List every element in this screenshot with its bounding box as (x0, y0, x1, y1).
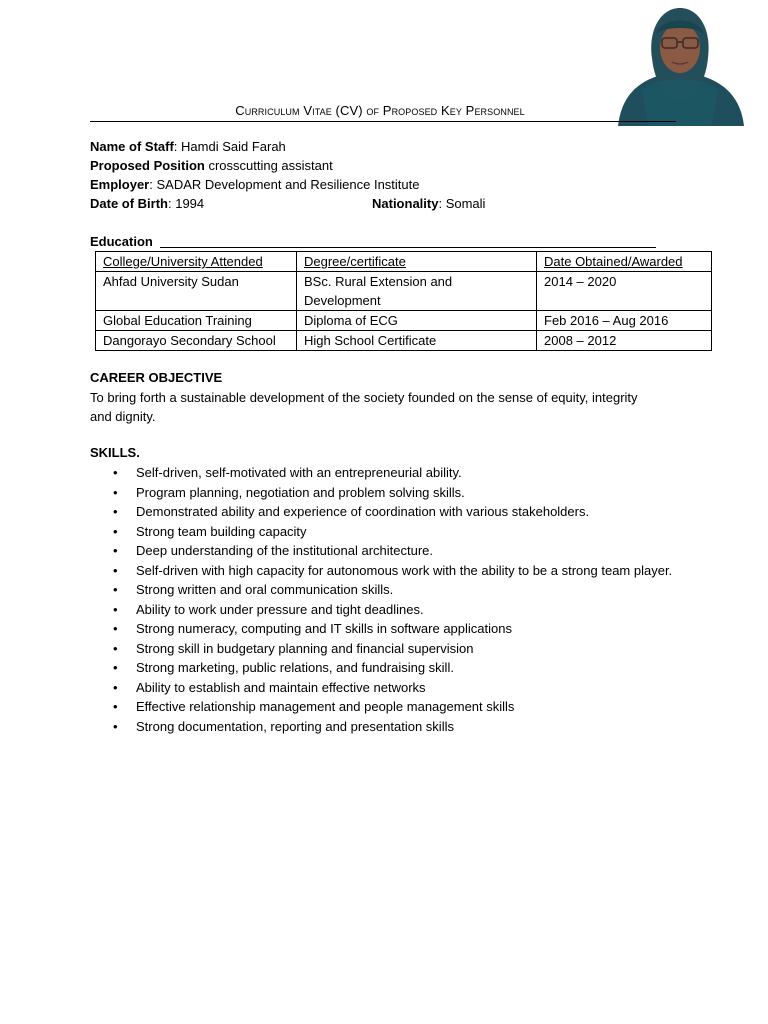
career-objective-text: To bring forth a sustainable development of the society founded on the sense of equity, integrity and dignity. (90, 390, 638, 424)
employer-line (90, 176, 420, 194)
education-heading: Education (90, 234, 153, 249)
bullet: • (113, 621, 118, 636)
education-table-header (96, 252, 712, 272)
bullet: • (113, 660, 118, 675)
list-item (90, 522, 680, 542)
career-objective-heading: CAREER OBJECTIVE (90, 370, 223, 385)
bullet: • (113, 718, 118, 734)
nationality-line (372, 195, 485, 213)
table-cell-degree: BSc. Rural Extension and Development (297, 272, 537, 311)
education-table (95, 251, 712, 351)
skills-heading: SKILLS. (90, 445, 140, 460)
bullet: • (113, 582, 118, 597)
skill-text: Effective relationship management and people management skills (136, 699, 515, 714)
education-underline (160, 247, 656, 248)
table-cell-date: 2008 – 2012 (537, 331, 712, 351)
table-row (96, 331, 712, 351)
skill-text: Ability to establish and maintain effective networks (136, 679, 426, 695)
skill-text: Strong marketing, public relations, and fundraising skill. (136, 660, 454, 675)
table-cell-college: Ahfad University Sudan (96, 272, 297, 311)
nationality-value: : Somali (438, 196, 486, 211)
list-item (90, 717, 680, 737)
list-item (90, 463, 680, 483)
list-item (90, 502, 680, 522)
list-item (90, 600, 680, 620)
bullet: • (113, 465, 118, 480)
list-item (90, 541, 680, 561)
employer-value: : SADAR Development and Resilience Institute (149, 177, 420, 192)
column-header-college: College/University Attended (96, 252, 297, 272)
skills-list (90, 463, 680, 736)
table-cell-college: Global Education Training (96, 311, 297, 331)
skill-text: Strong written and oral communication skills. (136, 582, 394, 597)
table-row (96, 311, 712, 331)
skill-text: Deep understanding of the institutional architecture. (136, 543, 434, 558)
bullet: • (113, 699, 118, 714)
bullet: • (113, 562, 118, 578)
list-item (90, 639, 680, 659)
bullet: • (113, 484, 118, 500)
page-title: Curriculum Vitae (CV) of Proposed Key Personnel (235, 103, 525, 118)
table-cell-date: Feb 2016 – Aug 2016 (537, 311, 712, 331)
list-item (90, 658, 680, 678)
date-of-birth-value: : 1994 (168, 196, 205, 211)
table-row (96, 272, 712, 311)
column-header-degree: Degree/certificate (297, 252, 537, 272)
skill-text: Strong documentation, reporting and presentation skills (136, 718, 454, 734)
bullet: • (113, 504, 118, 519)
proposed-position-value: crosscutting assistant (204, 158, 333, 173)
list-item (90, 678, 680, 698)
title-divider (90, 121, 676, 122)
proposed-position-label: Proposed Position (90, 158, 205, 173)
skill-text: Ability to work under pressure and tight deadlines. (136, 601, 424, 617)
date-of-birth-label: Date of Birth (90, 196, 168, 211)
skill-text: Strong skill in budgetary planning and financial supervision (136, 640, 474, 656)
staff-name-value: : Hamdi Said Farah (173, 139, 286, 154)
table-cell-college: Dangorayo Secondary School (96, 331, 297, 351)
bullet: • (113, 679, 118, 695)
table-cell-date: 2014 – 2020 (537, 272, 712, 311)
list-item (90, 619, 680, 639)
nationality-label: Nationality (372, 196, 439, 211)
table-cell-degree: Diploma of ECG (297, 311, 537, 331)
bullet: • (113, 523, 118, 539)
table-cell-degree: High School Certificate (297, 331, 537, 351)
skill-text: Strong numeracy, computing and IT skills in software applications (136, 621, 512, 636)
list-item (90, 561, 680, 581)
bullet: • (113, 543, 118, 558)
staff-name-line (90, 138, 286, 156)
list-item (90, 697, 680, 717)
date-of-birth-line (90, 195, 204, 213)
staff-name-label: Name of Staff (90, 139, 174, 154)
skill-text: Program planning, negotiation and problem solving skills. (136, 484, 465, 500)
bullet: • (113, 640, 118, 656)
bullet: • (113, 601, 118, 617)
employer-label: Employer (90, 177, 150, 192)
list-item (90, 483, 680, 503)
column-header-date: Date Obtained/Awarded (537, 252, 712, 272)
skill-text: Self-driven with high capacity for autonomous work with the ability to be a strong team player. (136, 562, 673, 578)
skill-text: Self-driven, self-motivated with an entrepreneurial ability. (136, 465, 462, 480)
skill-text: Strong team building capacity (136, 523, 307, 539)
skill-text: Demonstrated ability and experience of coordination with various stakeholders. (136, 504, 590, 519)
proposed-position-line (90, 157, 333, 175)
list-item (90, 580, 680, 600)
